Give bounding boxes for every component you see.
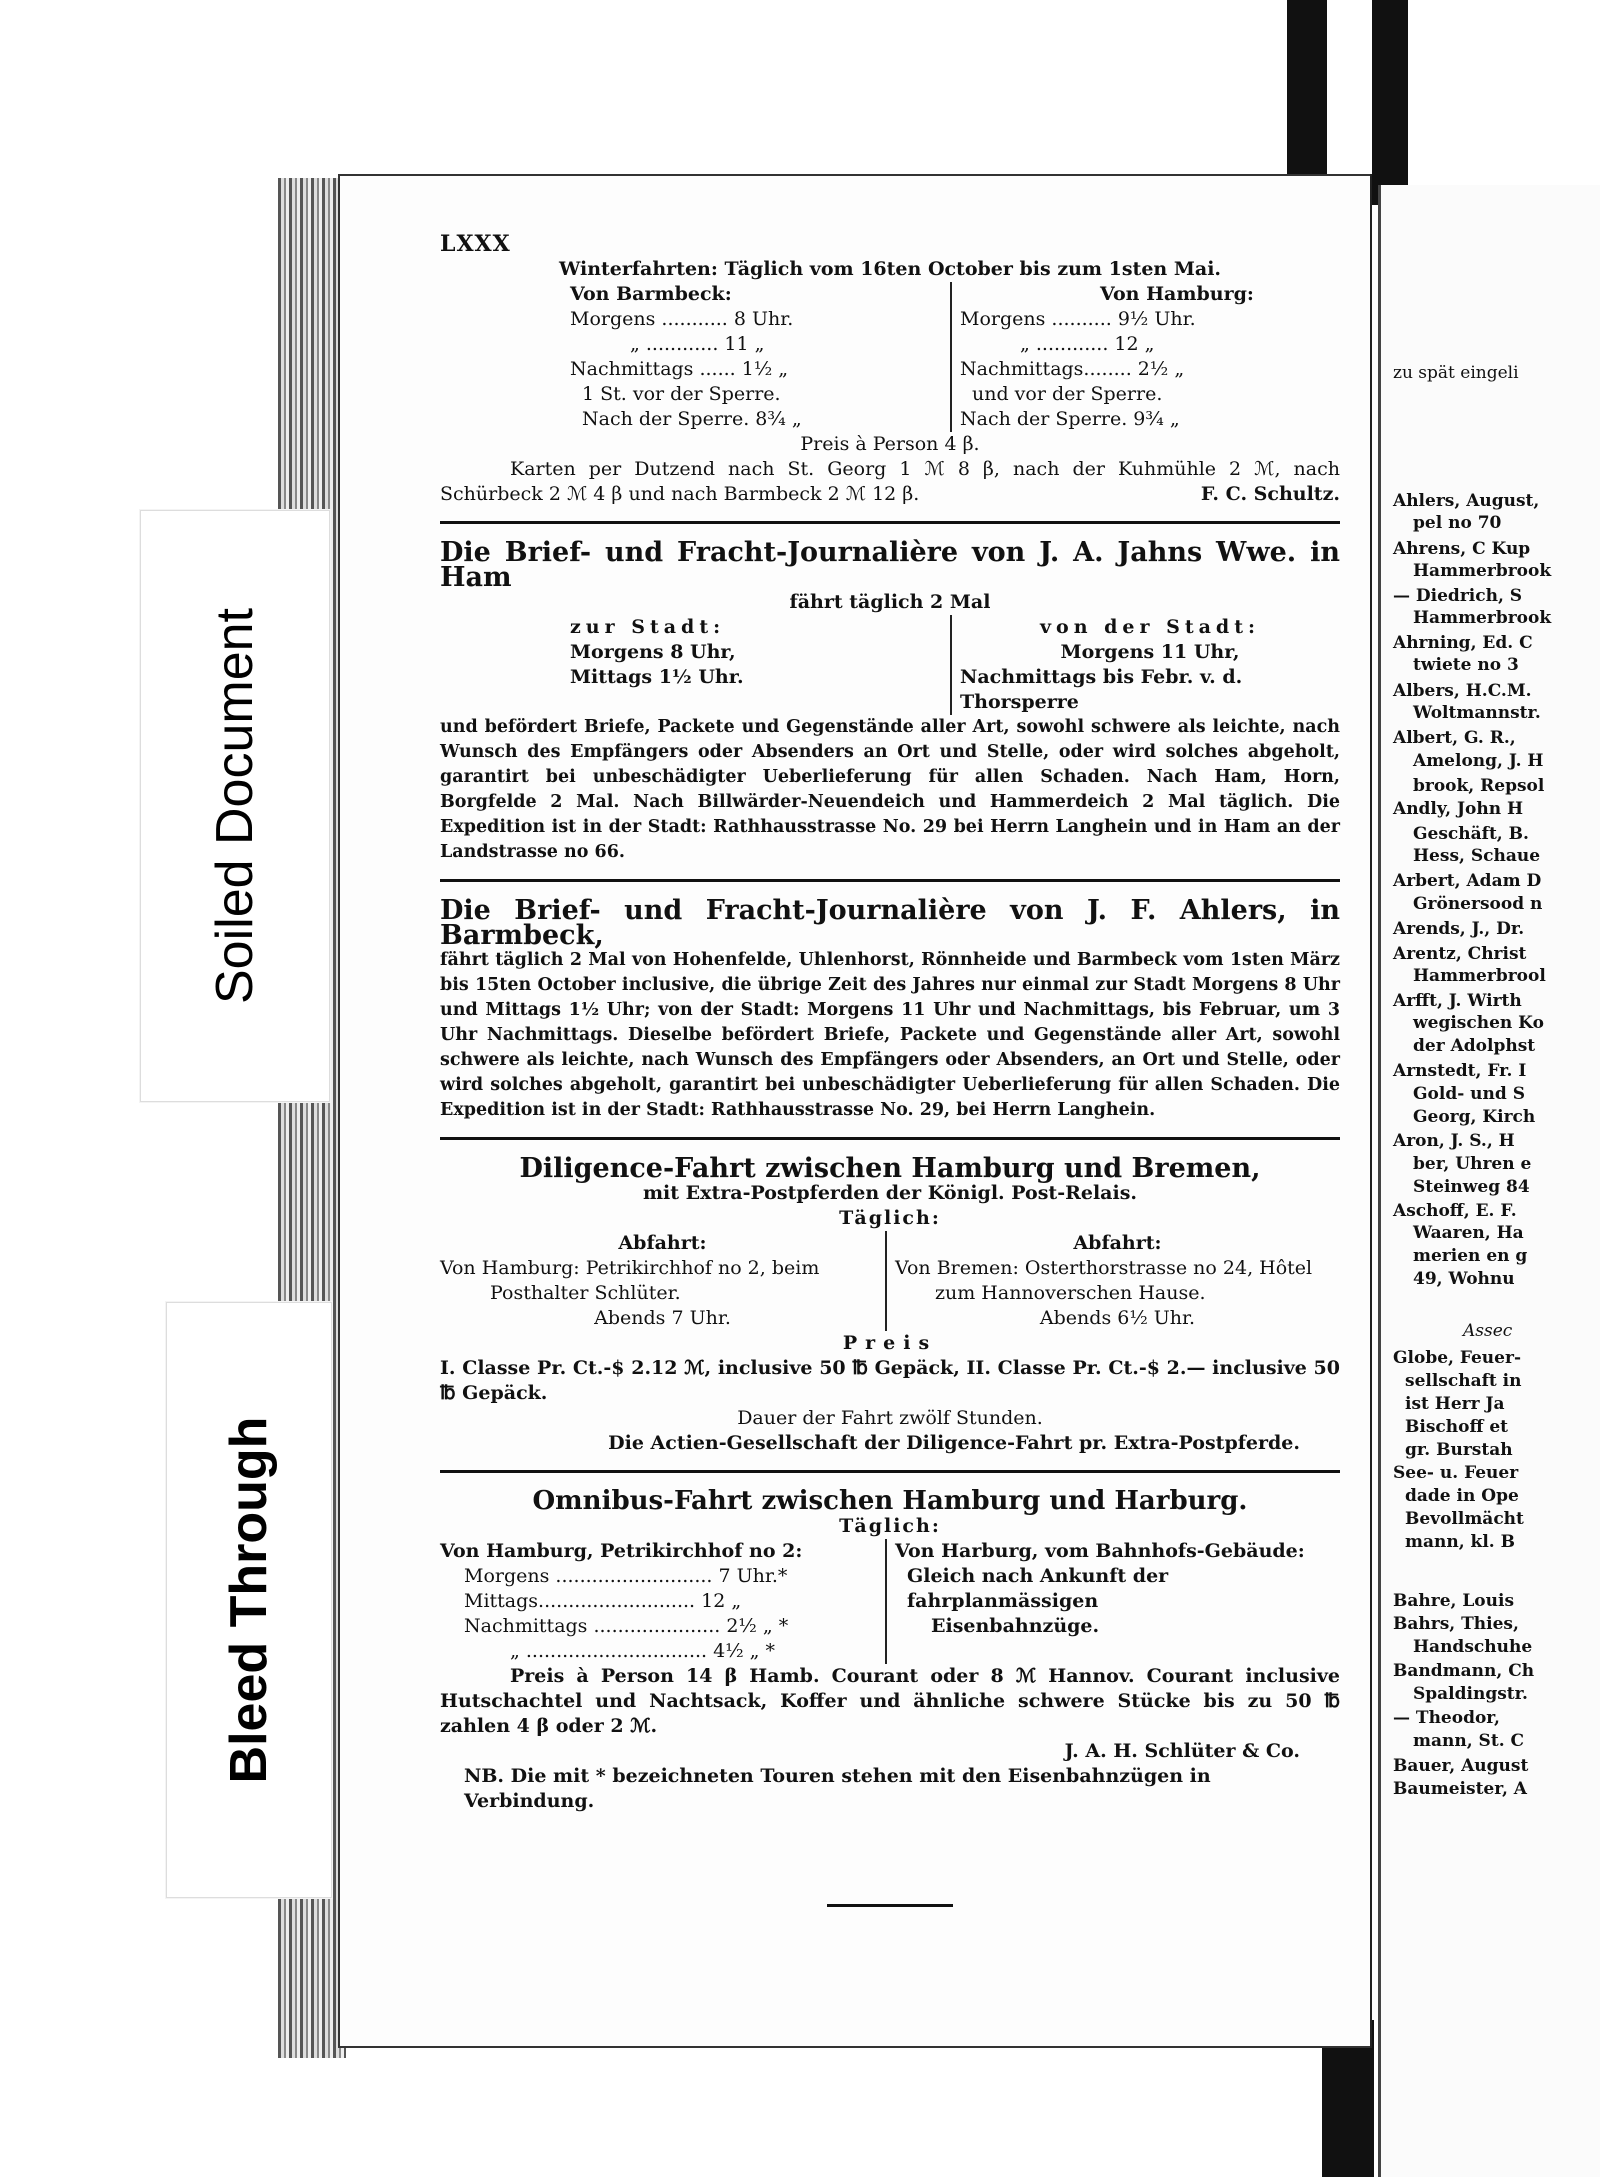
end-rule [827, 1904, 953, 1907]
facing-page-line: wegischen Ko [1413, 1013, 1544, 1033]
ahlers-section [440, 895, 1340, 1123]
winter-signature: F. C. Schultz. [1200, 483, 1340, 505]
page-content [440, 232, 1340, 1907]
winter-right-row: Nachmittags........ 2½ „ [960, 358, 1185, 380]
diligence-left-row: Abends 7 Uhr. [594, 1307, 731, 1329]
diligence-subtitle: mit Extra-Postpferden der Königl. Post-Relais. [642, 1182, 1138, 1204]
diligence-price: I. Classe Pr. Ct.-$ 2.12 ℳ, inclusive 50 ℔ Gepäck, II. Classe Pr. Ct.-$ 2.— inclusive 50 ℔ Gepäck. [440, 1357, 1340, 1404]
facing-page-line: Geschäft, B. [1413, 824, 1529, 844]
facing-page-line: merien en g [1413, 1246, 1528, 1266]
scan-dark-strip [1287, 0, 1327, 190]
facing-page-line: Albers, H.C.M. [1393, 681, 1532, 701]
diligence-left [440, 1231, 885, 1331]
diligence-right-head: Abfahrt: [1073, 1232, 1162, 1254]
jahns-body: und befördert Briefe, Packete und Gegenstände aller Art, sowohl schwere als leichte, nach Wunsch des Empfängers oder Absenders an Ort und Stelle, oder wird solches abgeholt, garantirt bei unbeschädigter Ueberlieferung für allen Schaden. Nach Ham, Horn, Borgfelde 2 Mal. Nach Billwärder-Neuendeich und Hammerdeich 2 Mal täglich. Die Expedition ist in der Stadt: Rathhausstrasse No. 29 bei Herrn Langhein und in Ham an der Landstrasse no 66. [440, 717, 1340, 862]
diligence-right-row: zum Hannoverschen Hause. [935, 1282, 1206, 1304]
facing-page-line: Arnstedt, Fr. I [1393, 1061, 1527, 1081]
facing-page-line: Gold- und S [1413, 1084, 1525, 1104]
omnibus-left-row: Morgens .......................... 7 Uhr.* [464, 1565, 788, 1587]
winter-heading: Winterfahrten: Täglich vom 16ten October bis zum 1sten Mai. [558, 258, 1222, 280]
facing-page-line: Bahre, Louis [1393, 1591, 1515, 1611]
omnibus-right-head: Von Harburg, vom Bahnhofs-Gebäude: [895, 1540, 1305, 1562]
facing-page-line: Bischoff et [1405, 1417, 1508, 1437]
omnibus-right [885, 1539, 1340, 1664]
facing-page-line: Hammerbrool [1413, 966, 1546, 986]
diligence-left-row: Von Hamburg: Petrikirchhof no 2, beim [440, 1257, 820, 1279]
winter-left-row: Morgens ........... 8 Uhr. [570, 308, 794, 330]
facing-page-line: mann, kl. B [1405, 1532, 1516, 1552]
winter-left-row: Nach der Sperre. 8¾ „ [582, 408, 802, 430]
winter-left-row: Nachmittags ...... 1½ „ [570, 358, 789, 380]
jahns-left-row: Mittags 1½ Uhr. [570, 666, 744, 688]
facing-page-line: zu spät eingeli [1393, 363, 1519, 383]
diligence-daily: Täglich: [839, 1207, 941, 1229]
winter-right [950, 282, 1340, 432]
winter-right-row: und vor der Sperre. [972, 383, 1163, 405]
winter-price: Preis à Person 4 β. [800, 433, 980, 455]
bleed-through-text: Bleed Through [220, 1416, 278, 1784]
facing-page-line: twiete no 3 [1413, 655, 1519, 675]
facing-page-line: Aron, J. S., H [1393, 1131, 1515, 1151]
facing-page-line: Bahrs, Thies, [1393, 1614, 1519, 1634]
jahns-left-head: zur Stadt: [570, 616, 726, 638]
winter-left [440, 282, 950, 432]
omnibus-right-row: Gleich nach Ankunft der fahrplanmässigen [907, 1565, 1169, 1612]
winter-left-row: 1 St. vor der Sperre. [582, 383, 781, 405]
facing-page-line: dade in Ope [1405, 1486, 1519, 1506]
divider [440, 1137, 1340, 1140]
omnibus-price: Preis à Person 14 β Hamb. Courant oder 8 ℳ Hannov. Courant inclusive Hutschachtel und Nachtsack, Koffer und ähnliche schwere Stücke bis zu 50 ℔ zahlen 4 β oder 2 ℳ. [440, 1665, 1340, 1737]
facing-page-line: — Diedrich, S [1393, 586, 1523, 606]
facing-page-line: Bevollmächt [1405, 1509, 1524, 1529]
diligence-section [440, 1153, 1340, 1456]
omnibus-left [440, 1539, 885, 1664]
winter-section [440, 257, 1340, 507]
omnibus-title: Omnibus-Fahrt zwischen Hamburg und Harburg. [532, 1486, 1248, 1516]
facing-page-line: Arfft, J. Wirth [1393, 991, 1522, 1011]
winter-right-head: Von Hamburg: [1100, 283, 1254, 305]
omnibus-left-row: Nachmittags ..................... 2½ „ * [464, 1615, 789, 1637]
facing-page-line: brook, Repsol [1413, 776, 1545, 796]
facing-page-line: Hammerbrook [1413, 561, 1552, 581]
jahns-table [440, 615, 1340, 715]
jahns-subtitle: fährt täglich 2 Mal [789, 591, 991, 613]
facing-page-line: — Theodor, [1393, 1708, 1500, 1728]
winter-left-head: Von Barmbeck: [570, 283, 732, 305]
facing-page-line: Bauer, August [1393, 1756, 1529, 1776]
facing-page-line: Ahrens, C Kup [1393, 539, 1531, 559]
scan-dark-strip [1372, 0, 1408, 205]
jahns-right-row: Nachmittags bis Febr. v. d. Thorsperre [960, 666, 1243, 713]
facing-page-line: Aschoff, E. F. [1393, 1201, 1517, 1221]
diligence-title: Diligence-Fahrt zwischen Hamburg und Bremen, [519, 1153, 1261, 1184]
divider [440, 1470, 1340, 1473]
facing-page [1378, 185, 1600, 2177]
facing-page-line: Steinweg 84 [1413, 1177, 1530, 1197]
facing-page-line: 49, Wohnu [1413, 1269, 1515, 1289]
omnibus-left-row: „ .............................. 4½ „ * [510, 1640, 776, 1662]
bleed-through-label [166, 1302, 332, 1898]
facing-page-line: Arbert, Adam D [1393, 871, 1542, 891]
facing-page-line: ist Herr Ja [1405, 1394, 1505, 1414]
facing-page-line: Bandmann, Ch [1393, 1661, 1535, 1681]
facing-page-line: Amelong, J. H [1413, 751, 1544, 771]
winter-right-row: „ ............ 12 „ [1020, 333, 1155, 355]
soiled-document-text: Soiled Document [206, 608, 264, 1004]
diligence-right-row: Abends 6½ Uhr. [1039, 1307, 1196, 1329]
jahns-section [440, 537, 1340, 865]
omnibus-section [440, 1486, 1340, 1814]
facing-page-line: Ahrning, Ed. C [1393, 633, 1533, 653]
facing-page-line: Arentz, Christ [1393, 944, 1527, 964]
soiled-document-label [140, 510, 330, 1102]
facing-page-line: Andly, John H [1393, 799, 1524, 819]
diligence-company: Die Actien-Gesellschaft der Diligence-Fahrt pr. Extra-Postpferde. [608, 1432, 1300, 1454]
jahns-left-row: Morgens 8 Uhr, [570, 641, 736, 663]
facing-page-line: Waaren, Ha [1413, 1223, 1524, 1243]
omnibus-left-head: Von Hamburg, Petrikirchhof no 2: [440, 1540, 803, 1562]
facing-page-line: der Adolphst [1413, 1036, 1536, 1056]
divider [440, 879, 1340, 882]
diligence-duration: Dauer der Fahrt zwölf Stunden. [737, 1407, 1043, 1429]
winter-right-row: Nach der Sperre. 9¾ „ [960, 408, 1180, 430]
page-number: LXXX [440, 231, 511, 257]
facing-page-line: sellschaft in [1405, 1371, 1522, 1391]
omnibus-note: NB. Die mit * bezeichneten Touren stehen mit den Eisenbahnzügen in Verbindung. [464, 1765, 1211, 1812]
jahns-right [950, 615, 1340, 715]
facing-page-line: Georg, Kirch [1413, 1107, 1536, 1127]
facing-page-line: pel no 70 [1413, 513, 1502, 533]
winter-right-row: Morgens .......... 9½ Uhr. [960, 308, 1196, 330]
diligence-left-row: Posthalter Schlüter. [490, 1282, 681, 1304]
jahns-right-row: Morgens 11 Uhr, [1060, 641, 1240, 663]
divider [440, 521, 1340, 524]
diligence-right-row: Von Bremen: Osterthorstrasse no 24, Hôtel [895, 1257, 1313, 1279]
facing-page-line: ber, Uhren e [1413, 1154, 1532, 1174]
facing-page-line: Assec [1463, 1321, 1513, 1341]
jahns-title: Die Brief- und Fracht-Journalière von J. A. Jahns Wwe. in Ham [440, 537, 1340, 593]
jahns-left [440, 615, 950, 715]
facing-page-line: Baumeister, A [1393, 1779, 1527, 1799]
facing-page-line: Globe, Feuer- [1393, 1348, 1521, 1368]
diligence-price-head: Preis [842, 1332, 938, 1354]
winter-table [440, 282, 1340, 432]
diligence-left-head: Abfahrt: [618, 1232, 707, 1254]
diligence-right [885, 1231, 1340, 1331]
facing-page-line: Spaldingstr. [1413, 1684, 1528, 1704]
facing-page-line: Handschuhe [1413, 1637, 1533, 1657]
omnibus-signature: J. A. H. Schlüter & Co. [1064, 1740, 1300, 1762]
facing-page-line: Hess, Schaue [1413, 846, 1541, 866]
facing-page-line: Grönersood n [1413, 894, 1543, 914]
facing-page-line: Woltmannstr. [1413, 703, 1541, 723]
winter-cards: Karten per Dutzend nach St. Georg 1 ℳ 8 β, nach der Kuhmühle 2 ℳ, nach Schürbeck 2 ℳ 4 β und nach Barmbeck 2 ℳ 12 β. [440, 458, 1340, 505]
omnibus-table [440, 1539, 1340, 1664]
facing-page-line: gr. Burstah [1405, 1440, 1513, 1460]
facing-page-line: See- u. Feuer [1393, 1463, 1519, 1483]
facing-page-line: Ahlers, August, [1393, 491, 1540, 511]
ahlers-title: Die Brief- und Fracht-Journalière von J. F. Ahlers, in Barmbeck, [440, 895, 1340, 951]
facing-page-line: Hammerbrook [1413, 608, 1552, 628]
diligence-table [440, 1231, 1340, 1331]
omnibus-right-row: Eisenbahnzüge. [931, 1615, 1100, 1637]
facing-page-line: Arends, J., Dr. [1393, 919, 1525, 939]
facing-page-line: Albert, G. R., [1393, 728, 1516, 748]
omnibus-daily: Täglich: [839, 1515, 941, 1537]
omnibus-left-row: Mittags.......................... 12 „ [464, 1590, 742, 1612]
jahns-right-head: von der Stadt: [1039, 616, 1261, 638]
winter-left-row: „ ............ 11 „ [630, 333, 765, 355]
facing-page-line: mann, St. C [1413, 1731, 1525, 1751]
ahlers-body: fährt täglich 2 Mal von Hohenfelde, Uhlenhorst, Rönnheide und Barmbeck vom 1sten März bis 15ten October inclusive, die übrige Zeit des Jahres nur einmal zur Stadt Morgens 8 Uhr und Mittags 1½ Uhr; von der Stadt: Morgens 11 Uhr und Nachmittags, bis Februar, um 3 Uhr Nachmittags. Dieselbe befördert Briefe, Packete und Gegenstände aller Art, sowohl schwere als leichte, nach Wunsch des Empfängers oder Absenders, an Ort und Stelle, oder wird solches abgeholt, garantirt bei unbeschädigter Ueberlieferung für allen Schaden. Die Expedition ist in der Stadt: Rathhausstrasse No. 29, bei Herrn Langhein. [440, 950, 1340, 1120]
